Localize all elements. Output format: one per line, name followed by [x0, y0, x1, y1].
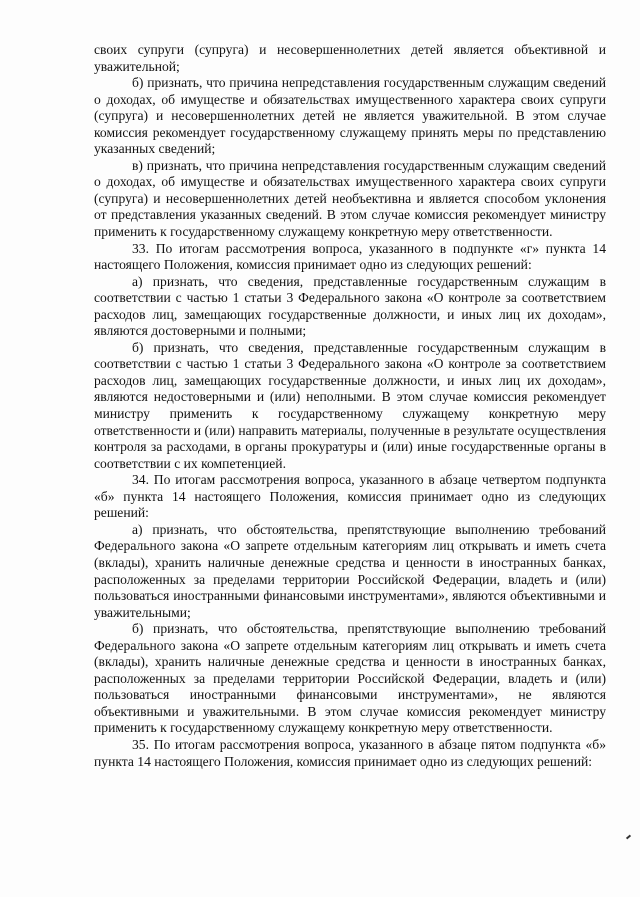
paragraph-33: 33. По итогам рассмотрения вопроса, указанного в подпункте «г» пункта 14 настоящего Положения, комиссия принимает одно из следующих решений:	[94, 240, 606, 273]
paragraph-33b: б) признать, что сведения, представленные государственным служащим в соответствии с частью 1 статьи 3 Федерального закона «О контроле за соответствием расходов лиц, замещающих государственные должности, и иных лиц их доходам», являются недостоверными и (или) неполными. В этом случае комиссия рекомендует министру применить к государственному служащему конкретную меру ответственности и (или) направить материалы, полученные в результате осуществления контроля за расходами, в органы прокуратуры и (или) иные государственные органы в соответствии с их компетенцией.	[94, 339, 606, 471]
paragraph-32b: б) признать, что причина непредставления государственным служащим сведений о доходах, об имуществе и обязательствах имущественного характера своих супруги (супруга) и несовершеннолетних детей не является уважительной. В этом случае комиссия рекомендует государственному служащему принять меры по представлению указанных сведений;	[94, 75, 606, 157]
paragraph-32v: в) признать, что причина непредставления государственным служащим сведений о доходах, об имуществе и обязательствах имущественного характера своих супруги (супруга) и несовершеннолетних детей необъективна и является способом уклонения от представления указанных сведений. В этом случае комиссия рекомендует министру применить к государственному служащему конкретную меру ответственности.	[94, 157, 606, 240]
paragraph-35: 35. По итогам рассмотрения вопроса, указанного в абзаце пятом подпункта «б» пункта 14 настоящего Положения, комиссия принимает одно из следующих решений:	[94, 736, 606, 769]
paragraph-34: 34. По итогам рассмотрения вопроса, указанного в абзаце четвертом подпункта «б» пункта 14 настоящего Положения, комиссия принимает одно из следующих решений:	[94, 472, 606, 521]
paragraph-33a: а) признать, что сведения, представленные государственным служащим в соответствии с частью 1 статьи 3 Федерального закона «О контроле за соответствием расходов лиц, замещающих государственные должности, и иных лиц их доходам», являются достоверными и полными;	[94, 273, 606, 339]
document-body	[94, 42, 606, 770]
paragraph-continuation: своих супруги (супруга) и несовершеннолетних детей является объективной и уважительной;	[94, 42, 606, 74]
scan-artifact-mark	[626, 835, 631, 840]
paragraph-34b: б) признать, что обстоятельства, препятствующие выполнению требований Федерального закона «О запрете отдельным категориям лиц открывать и иметь счета (вклады), хранить наличные денежные средства и ценности в иностранных банках, расположенных за пределами территории Российской Федерации, владеть и (или) пользоваться иностранными финансовыми инструментами», не являются объективными и уважительными. В этом случае комиссия рекомендует министру применить к государственному служащему конкретную меру ответственности.	[94, 621, 606, 736]
paragraph-34a: а) признать, что обстоятельства, препятствующие выполнению требований Федерального закона «О запрете отдельным категориям лиц открывать и иметь счета (вклады), хранить наличные денежные средства и ценности в иностранных банках, расположенных за пределами территории Российской Федерации, владеть и (или) пользоваться иностранными финансовыми инструментами», являются объективными и уважительными;	[94, 521, 606, 620]
